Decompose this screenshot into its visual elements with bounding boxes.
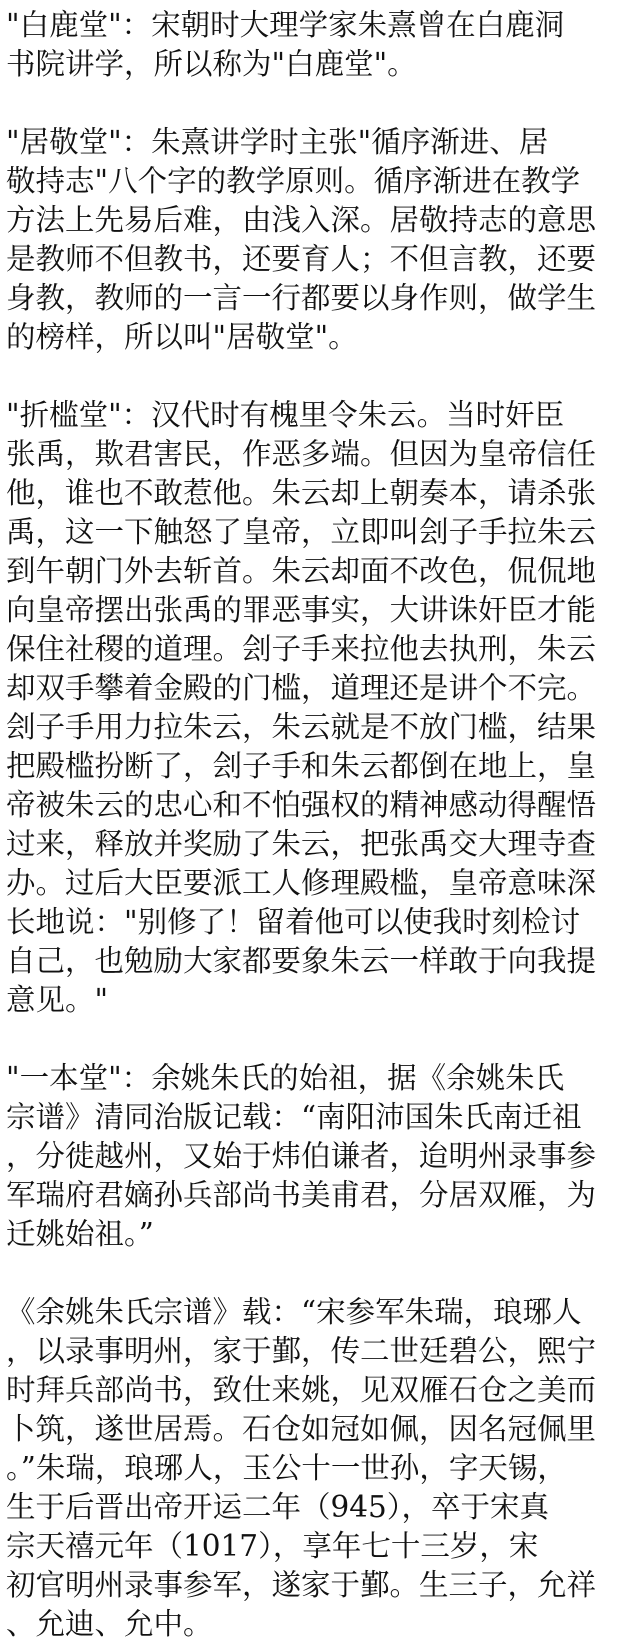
text-line: 《余姚朱氏宗谱》载：“宋参军朱瑞，琅琊人 xyxy=(6,1295,582,1329)
paragraph-spacer xyxy=(6,357,630,396)
text-line: 是教师不但教书，还要育人；不但言教，还要 xyxy=(6,242,597,276)
text-line: 帝被朱云的忠心和不怕强权的精神感动得醒悟 xyxy=(6,788,597,822)
text-line: 刽子手用力拉朱云，朱云就是不放门槛，结果 xyxy=(6,710,597,744)
text-line: 时拜兵部尚书，致仕来姚，见双雁石仓之美而 xyxy=(6,1373,597,1407)
text-line: 敬持志"八个字的教学原则。循序渐进在教学 xyxy=(6,164,581,198)
text-line: 办。过后大臣要派工人修理殿槛，皇帝意味深 xyxy=(6,866,597,900)
text-line: ，以录事明州，家于鄞，传二世廷碧公，熙宁 xyxy=(6,1334,597,1368)
text-line: 军瑞府君嫡孙兵部尚书美甫君，分居双雁，为 xyxy=(6,1178,597,1212)
text-line: 生于后晋出帝开运二年（945），卒于宋真 xyxy=(6,1490,550,1524)
text-line: ，分徙越州，又始于炜伯谦者，迨明州录事参 xyxy=(6,1139,597,1173)
text-line: 初官明州录事参军，遂家于鄞。生三子，允祥 xyxy=(6,1568,597,1602)
text-line: 张禹，欺君害民，作恶多端。但因为皇帝信任 xyxy=(6,437,597,471)
text-line: 意见。" xyxy=(6,983,109,1017)
text-line: "居敬堂"：朱熹讲学时主张"循序渐进、居 xyxy=(6,125,549,159)
text-line: 自己，也勉励大家都要象朱云一样敢于向我提 xyxy=(6,944,597,978)
text-line: 禹，这一下触怒了皇帝，立即叫刽子手拉朱云 xyxy=(6,515,597,549)
text-line: 身教，教师的一言一行都要以身作则，做学生 xyxy=(6,281,597,315)
text-line: "折槛堂"：汉代时有槐里令朱云。当时奸臣 xyxy=(6,398,565,432)
paragraph-spacer xyxy=(6,84,630,123)
text-line: 过来，释放并奖励了朱云，把张禹交大理寺查 xyxy=(6,827,597,861)
text-line: 把殿槛扮断了，刽子手和朱云都倒在地上，皇 xyxy=(6,749,597,783)
text-line: "一本堂"：余姚朱氏的始祖，据《余姚朱氏 xyxy=(6,1061,565,1095)
text-line: 的榜样，所以叫"居敬堂"。 xyxy=(6,320,358,354)
text-line: 到午朝门外去斩首。朱云却面不改色，侃侃地 xyxy=(6,554,597,588)
text-line: 、允迪、允中。 xyxy=(6,1607,213,1641)
paragraph-jujing-hall xyxy=(6,123,630,357)
paragraph-zhekan-hall xyxy=(6,396,630,1020)
paragraph-genealogy xyxy=(6,1293,630,1644)
text-line: 书院讲学，所以称为"白鹿堂"。 xyxy=(6,47,417,81)
text-line: 宗天禧元年（1017），享年七十三岁，宋 xyxy=(6,1529,539,1563)
paragraph-spacer xyxy=(6,1254,630,1293)
text-line: 方法上先易后难，由浅入深。居敬持志的意思 xyxy=(6,203,597,237)
paragraph-spacer xyxy=(6,1020,630,1059)
text-line: 长地说："别修了！留着他可以使我时刻检讨 xyxy=(6,905,581,939)
text-line: "白鹿堂"：宋朝时大理学家朱熹曾在白鹿洞 xyxy=(6,8,565,42)
text-line: 迁姚始祖。” xyxy=(6,1217,154,1251)
paragraph-bailu-hall xyxy=(6,6,630,84)
text-line: 卜筑，遂世居焉。石仓如冠如佩，因名冠佩里 xyxy=(6,1412,597,1446)
text-line: 他，谁也不敢惹他。朱云却上朝奏本，请杀张 xyxy=(6,476,597,510)
text-line: 保住社稷的道理。刽子手来拉他去执刑，朱云 xyxy=(6,632,597,666)
paragraph-yiben-hall xyxy=(6,1059,630,1254)
text-line: 却双手攀着金殿的门槛，道理还是讲个不完。 xyxy=(6,671,597,705)
text-line: 向皇帝摆出张禹的罪恶事实，大讲诛奸臣才能 xyxy=(6,593,597,627)
text-line: 。”朱瑞，琅琊人，玉公十一世孙，字天锡， xyxy=(6,1451,567,1485)
text-line: 宗谱》清同治版记载：“南阳沛国朱氏南迁祖 xyxy=(6,1100,582,1134)
